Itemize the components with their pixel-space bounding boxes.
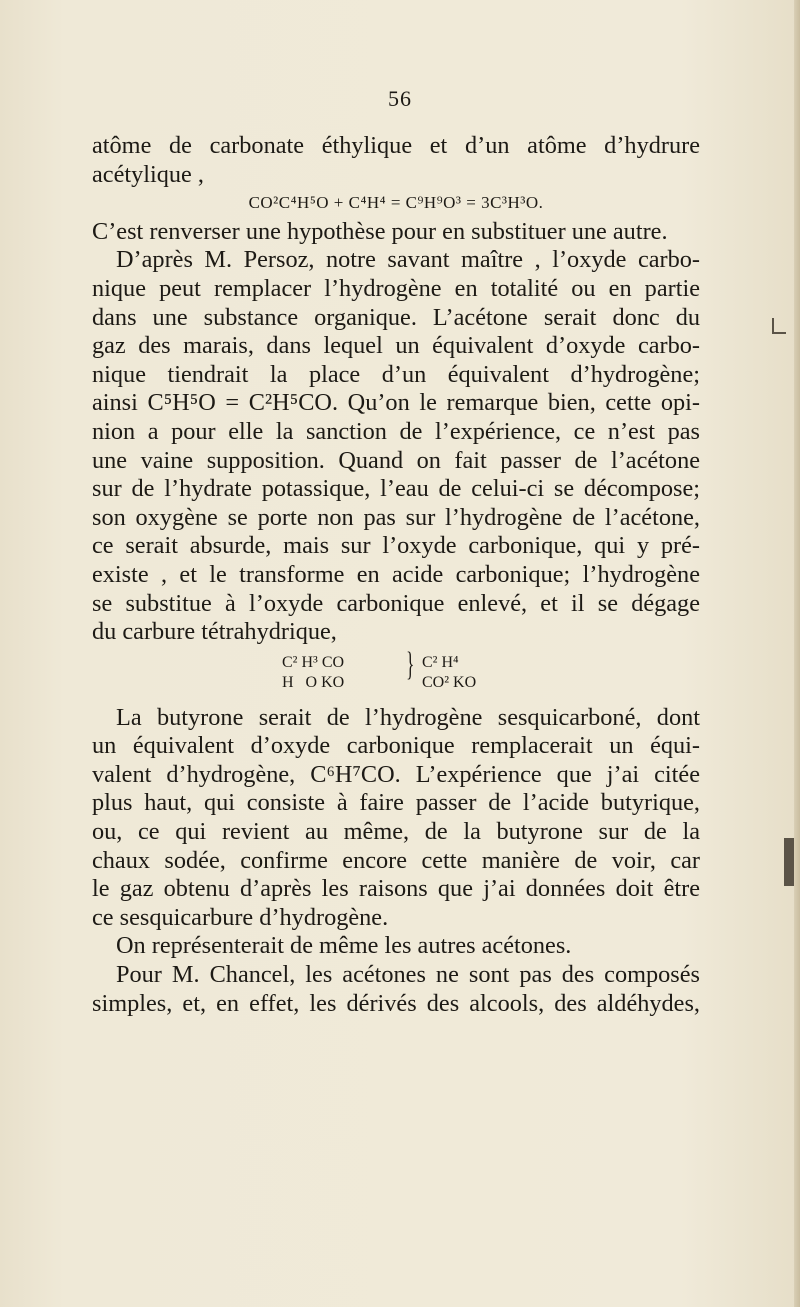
text-line: se substitue à l’oxyde carbonique enlevé, et il se dégage: [92, 589, 700, 617]
text-line: nion a pour elle la sanction de l’expérience, ce n’est pas: [92, 417, 700, 445]
text-line: son oxygène se porte non pas sur l’hydrogène de l’acétone,: [92, 503, 700, 531]
text-line: On représenterait de même les autres acétones.: [116, 932, 572, 960]
formula-row-1-right: C² H⁴: [422, 653, 459, 671]
text-line: atôme de carbonate éthylique et d’un atôme d’hydrure: [92, 132, 700, 159]
text-line: acétylique ,: [92, 160, 204, 188]
formula-row-2-right: CO² KO: [422, 673, 477, 691]
text-line: ou, ce qui revient au même, de la butyrone sur de la: [92, 818, 700, 846]
margin-mark: [772, 318, 786, 334]
text-line: valent d’hydrogène, C⁶H⁷CO. L’expérience que j’ai citée: [92, 760, 700, 788]
text-line: gaz des marais, dans lequel un équivalent d’oxyde carbo-: [92, 332, 700, 360]
chemical-formula: CO²C⁴H⁵O + C⁴H⁴ = C⁹H⁹O³ = 3C³H³O.: [248, 193, 544, 213]
text-line: La butyrone serait de l’hydrogène sesquicarboné, dont: [116, 703, 700, 731]
text-line: le gaz obtenu d’après les raisons que j’ai données doit être: [92, 875, 700, 903]
page-edge: [794, 0, 800, 1307]
page-number: 56: [388, 86, 412, 111]
text-line: nique tiendrait la place d’un équivalent d’hydrogène;: [92, 360, 700, 388]
text-line: ce sesquicarbure d’hydrogène.: [92, 903, 389, 931]
body-text: [92, 132, 700, 1018]
text-line: C’est renverser une hypothèse pour en substituer une autre.: [92, 217, 668, 245]
brace-icon: }: [406, 645, 415, 683]
formula-row-2-left: H O KO: [282, 673, 345, 691]
text-line: plus haut, qui consiste à faire passer de l’acide butyrique,: [92, 789, 700, 817]
text-line: Pour M. Chancel, les acétones ne sont pas des composés: [116, 961, 700, 989]
text-line: chaux sodée, confirme encore cette manière de voir, car: [92, 846, 700, 874]
text-line: du carbure tétrahydrique,: [92, 618, 337, 646]
margin-mark-2: [784, 838, 794, 886]
text-line: une vaine supposition. Quand on fait passer de l’acétone: [92, 446, 700, 474]
text-line: un équivalent d’oxyde carbonique remplacerait un équi-: [92, 732, 700, 760]
reaction-formula: [92, 647, 700, 704]
text-line: simples, et, en effet, les dérivés des alcools, des aldéhydes,: [92, 989, 700, 1017]
text-line: existe , et le transforme en acide carbonique; l’hydrogène: [92, 560, 700, 588]
formula-row-1-left: C² H³ CO: [282, 653, 345, 671]
text-line: sur de l’hydrate potassique, l’eau de celui-ci se décompose;: [92, 475, 700, 503]
text-line: D’après M. Persoz, notre savant maître , l’oxyde carbo-: [116, 246, 700, 274]
text-line: ainsi C⁵H⁵O = C²H⁵CO. Qu’on le remarque bien, cette opi-: [92, 389, 700, 417]
text-line: dans une substance organique. L’acétone serait donc du: [92, 303, 700, 331]
text-line: ce serait absurde, mais sur l’oxyde carbonique, qui y pré-: [92, 532, 700, 560]
text-line: nique peut remplacer l’hydrogène en totalité ou en partie: [92, 274, 700, 302]
